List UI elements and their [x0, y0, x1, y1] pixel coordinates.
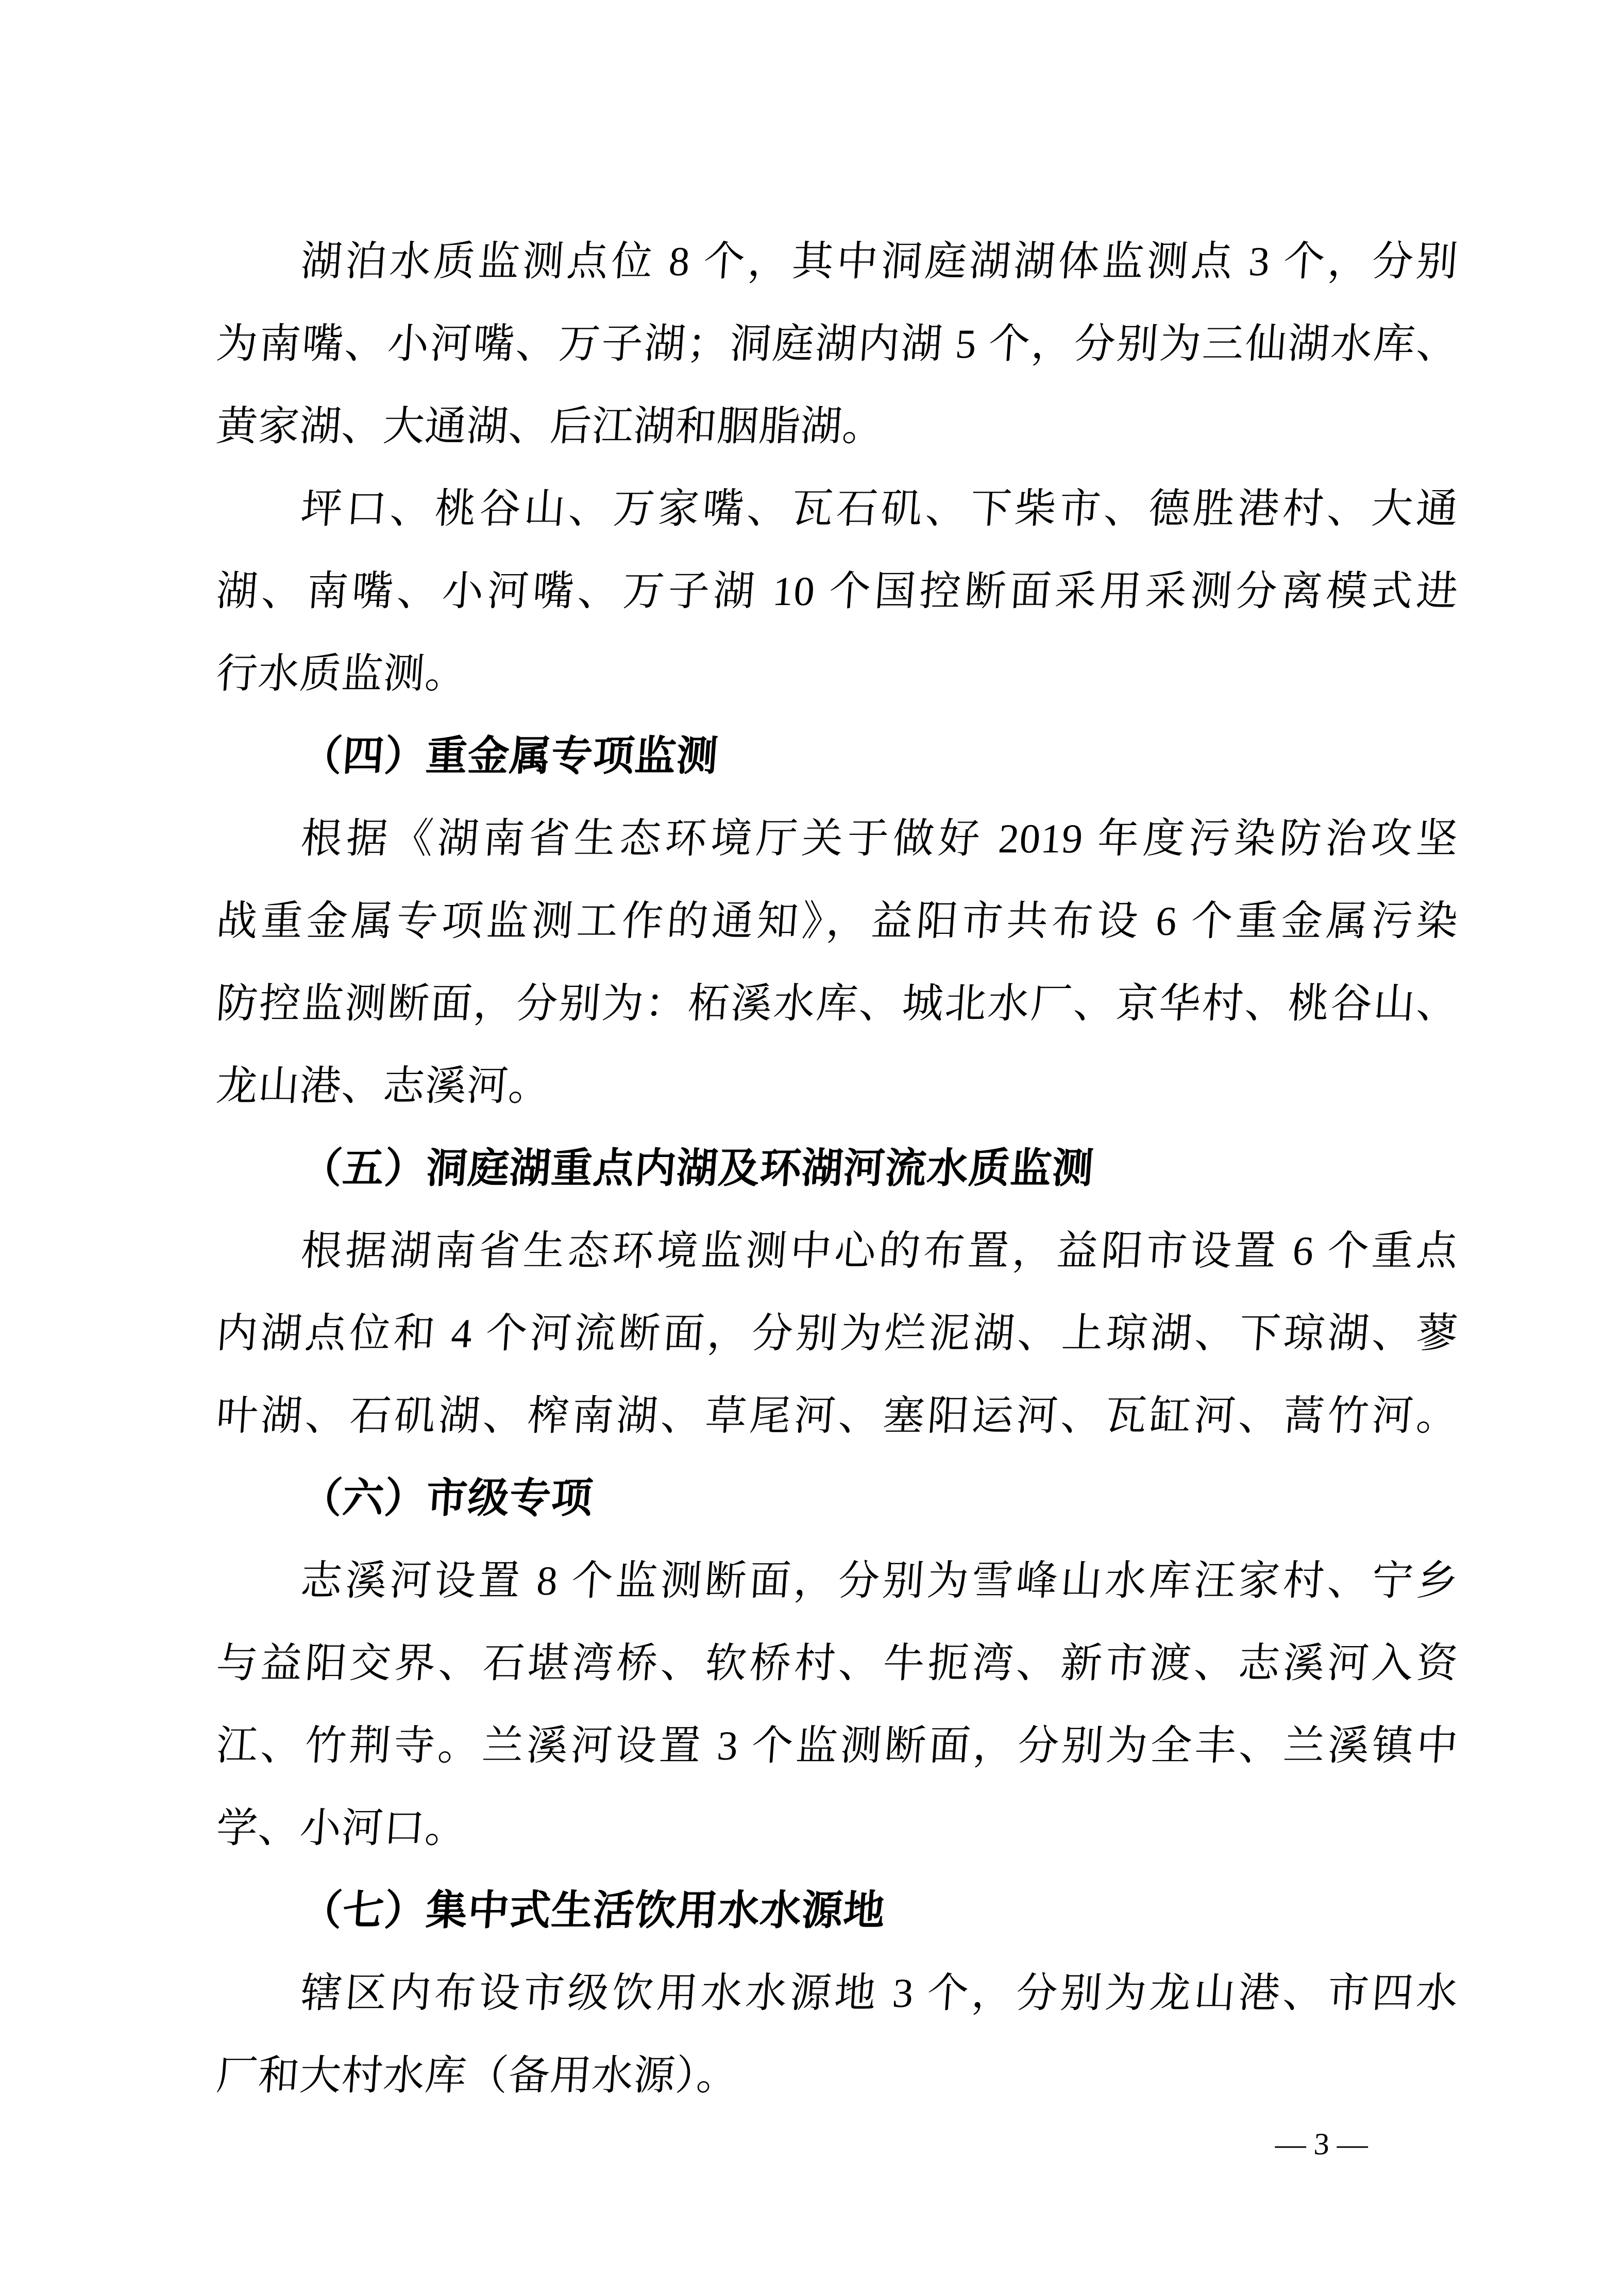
section-heading: （六）市级专项 — [299, 1476, 595, 1521]
body-line: 为南嘴、小河嘴、万子湖；洞庭湖内湖 5 个，分别为三仙湖水库、 — [214, 322, 1460, 367]
body-line: 防控监测断面，分别为：柘溪水库、城北水厂、京华村、桃谷山、 — [214, 981, 1460, 1027]
document-body — [216, 221, 1458, 2117]
body-line: 行水质监测。 — [214, 651, 469, 697]
body-line: 黄家湖、大通湖、后江湖和胭脂湖。 — [214, 404, 886, 449]
body-line: 志溪河设置 8 个监测断面，分别为雪峰山水库汪家村、宁乡 — [299, 1558, 1460, 1604]
body-line: 湖泊水质监测点位 8 个，其中洞庭湖湖体监测点 3 个，分别 — [299, 239, 1460, 284]
body-line: 与益阳交界、石堪湾桥、软桥村、牛扼湾、新市渡、志溪河入资 — [214, 1641, 1460, 1686]
section-heading: （四）重金属专项监测 — [299, 734, 720, 779]
body-line: 厂和大村水库（备用水源）。 — [214, 2053, 740, 2099]
body-line: 根据《湖南省生态环境厅关于做好 2019 年度污染防治攻坚 — [299, 816, 1460, 862]
body-line: 叶湖、石矶湖、榨南湖、草尾河、塞阳运河、瓦缸河、蒿竹河。 — [214, 1394, 1460, 1439]
body-line: 战重金属专项监测工作的通知》，益阳市共布设 6 个重金属污染 — [214, 899, 1460, 944]
section-heading: （五）洞庭湖重点内湖及环湖河流水质监测 — [299, 1146, 1096, 1192]
page-number: — 3 — — [1274, 2127, 1369, 2161]
body-line: 根据湖南省生态环境监测中心的布置，益阳市设置 6 个重点 — [299, 1229, 1460, 1274]
section-heading: （七）集中式生活饮用水水源地 — [299, 1888, 887, 1934]
body-line: 龙山港、志溪河。 — [214, 1064, 552, 1109]
body-line: 江、竹荆寺。兰溪河设置 3 个监测断面，分别为全丰、兰溪镇中 — [214, 1723, 1460, 1769]
body-line: 湖、南嘴、小河嘴、万子湖 10 个国控断面采用采测分离模式进 — [214, 569, 1460, 614]
body-line: 学、小河口。 — [214, 1806, 469, 1851]
body-line: 辖区内布设市级饮用水水源地 3 个，分别为龙山港、市四水 — [299, 1971, 1460, 2016]
body-line: 坪口、桃谷山、万家嘴、瓦石矶、下柴市、德胜港村、大通 — [299, 487, 1460, 532]
body-line: 内湖点位和 4 个河流断面，分别为烂泥湖、上琼湖、下琼湖、蓼 — [214, 1311, 1460, 1356]
